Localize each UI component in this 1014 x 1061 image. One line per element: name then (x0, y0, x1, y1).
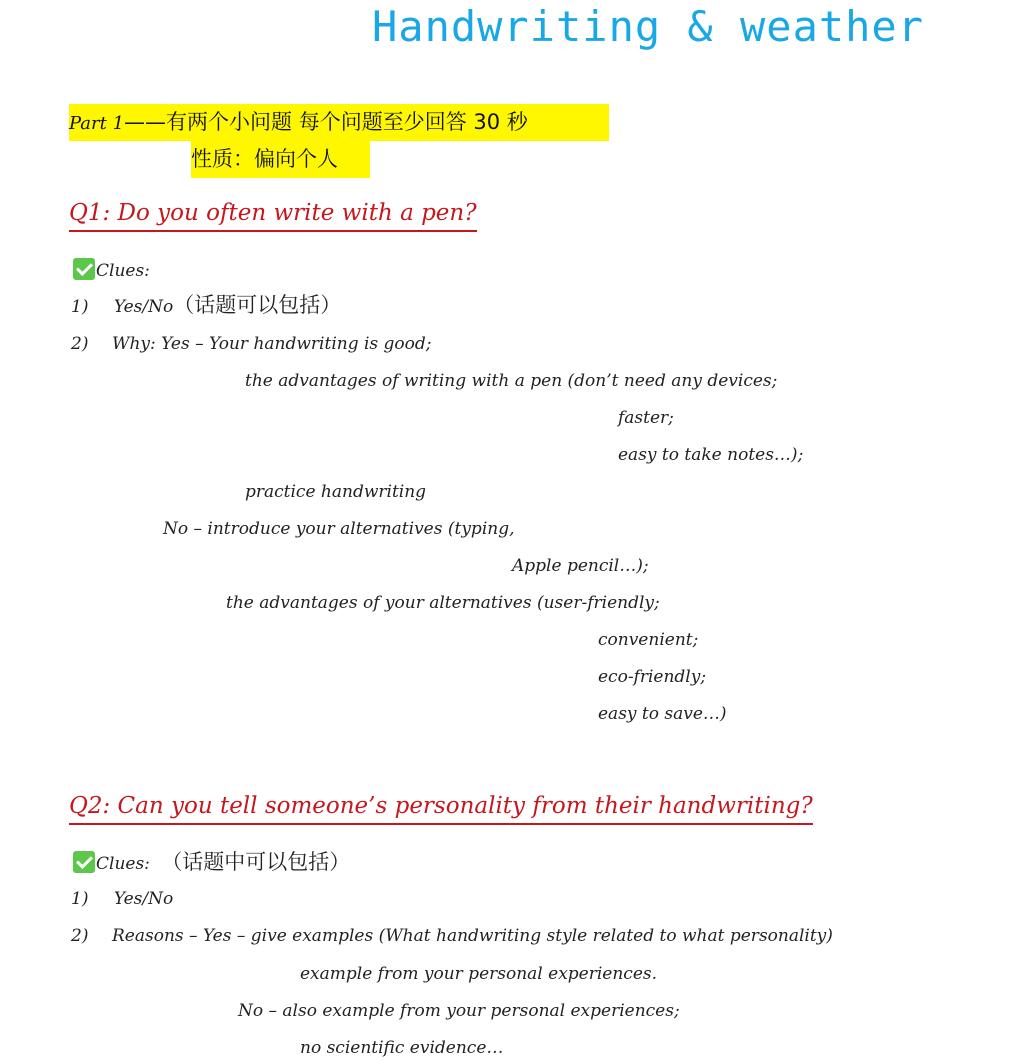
q2-no-evidence: no scientific evidence… (300, 1038, 504, 1058)
q1-eco-friendly: eco-friendly; (598, 667, 707, 687)
question-1: Q1: Do you often write with a pen? (69, 198, 477, 232)
q1-convenient: convenient; (598, 630, 699, 650)
part-header-line1 (69, 104, 609, 141)
q1-easy-save: easy to save…) (598, 704, 727, 724)
check-icon (73, 851, 95, 873)
q1-item-1-cn: （话题可以包括） (173, 293, 342, 317)
part-header-line2: 性质：偏向个人 (191, 141, 370, 178)
q1-apple-pencil: Apple pencil…); (512, 556, 649, 576)
q1-easy-notes: easy to take notes…); (618, 445, 804, 465)
q2-reasons-yes: Reasons – Yes – give examples (What handwriting style related to what personality) (112, 926, 833, 946)
q2-clues (73, 850, 350, 876)
question-2: Q2: Can you tell someone’s personality from their handwriting? (69, 791, 813, 825)
q1-item-1 (71, 293, 341, 319)
part-label: Part 1 (69, 113, 125, 134)
q1-faster: faster; (618, 408, 674, 428)
q1-advantages-pen: the advantages of writing with a pen (don’t need any devices; (245, 371, 778, 391)
q1-item-1-number: 1) (71, 297, 89, 317)
q1-advantages-alternatives: the advantages of your alternatives (user-friendly; (226, 593, 660, 613)
q2-item-2-number: 2) (71, 926, 89, 946)
q1-practice: practice handwriting (245, 482, 427, 502)
check-icon (73, 258, 95, 280)
part-description: ——有两个小问题 每个问题至少回答 30 秒 (124, 110, 528, 134)
q2-item-1-text: Yes/No (113, 889, 174, 909)
q2-no-example: No – also example from your personal experiences; (238, 1001, 680, 1021)
q1-item-1-text: Yes/No (113, 297, 174, 317)
q2-clues-cn: （话题中可以包括） (161, 850, 351, 874)
q2-item-1-number: 1) (71, 889, 89, 909)
q1-clues (73, 258, 150, 283)
q2-clues-label: Clues: (96, 854, 150, 874)
q1-why-yes: Why: Yes – Your handwriting is good; (112, 334, 432, 354)
page-title: Handwriting & weather (372, 2, 925, 51)
q1-no-intro: No – introduce your alternatives (typing, (163, 519, 515, 539)
q2-example-yes: example from your personal experiences. (300, 964, 658, 984)
q1-item-2-number: 2) (71, 334, 89, 354)
q2-item-1 (71, 887, 173, 911)
q1-clues-label: Clues: (96, 261, 150, 281)
